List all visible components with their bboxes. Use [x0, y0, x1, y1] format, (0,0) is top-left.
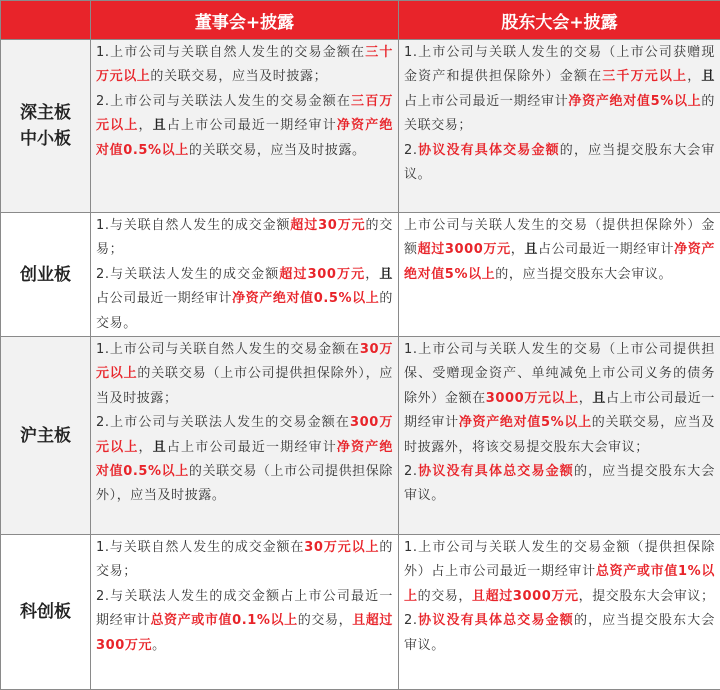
- rule-paragraph: [96, 411, 393, 509]
- body-text: 的交易；: [96, 540, 393, 580]
- highlight-text: 超过300万元: [279, 266, 366, 282]
- body-text: ，: [365, 266, 380, 282]
- row-label: [1, 337, 91, 535]
- highlight-text: 且超过3000万元: [472, 588, 579, 604]
- body-text: ，: [578, 390, 593, 406]
- highlight-text: 3000万元以上: [485, 390, 579, 406]
- row-label: [1, 40, 91, 213]
- body-text: 2.: [404, 613, 418, 629]
- body-text: 上市公司与关联人发生的交易（提供担保除外）金额: [404, 218, 715, 258]
- highlight-text: 净资产绝对值0.5%以上: [96, 118, 393, 158]
- body-text: 2.与关联法人发生的成交金额: [96, 266, 280, 282]
- rule-paragraph: [404, 139, 715, 188]
- highlight-text: 超过3000万元: [417, 242, 511, 258]
- body-text: 的，应当提交股东大会审议。: [404, 613, 715, 653]
- rule-paragraph: [96, 90, 393, 163]
- table-row: [1, 40, 720, 213]
- rule-paragraph: [404, 338, 715, 460]
- row-label-line: 科创板: [20, 602, 71, 623]
- body-text: 2.与关联法人发生的成交金额占上市公司最近一期经审计: [96, 588, 393, 629]
- header-board-column: 董事会+披露: [91, 1, 399, 40]
- row-label-line: 深主板: [20, 103, 71, 123]
- shareholders-cell: [399, 40, 720, 213]
- body-text: 的交易；: [96, 218, 394, 258]
- board-cell: [91, 337, 399, 535]
- body-text: 的关联交易，应当及时披露；: [150, 69, 328, 85]
- body-text: 的关联交易；: [404, 93, 715, 134]
- body-text: 的交易，: [297, 613, 353, 629]
- highlight-text: 三千万元以上: [602, 69, 688, 85]
- table-row: [1, 337, 720, 535]
- body-text: ，: [687, 69, 702, 85]
- rule-paragraph: [96, 263, 393, 336]
- highlight-text: 三百万元以上: [96, 93, 393, 134]
- bold-text: 且: [524, 242, 538, 258]
- highlight-text: 且超过300万元: [96, 613, 393, 653]
- row-label-line: 创业板: [20, 264, 71, 285]
- body-text: 1.上市公司与关联人发生的交易（上市公司获赠现金资产和提供担保除外）金额在: [404, 45, 715, 85]
- body-text: 占上市公司最近一期经审计: [404, 390, 715, 431]
- rule-paragraph: [404, 609, 715, 658]
- row-label: [1, 213, 91, 337]
- highlight-text: 30万元以上: [96, 342, 393, 382]
- body-text: 的，应当提交股东大会审议。: [495, 266, 673, 282]
- body-text: 2.上市公司与关联法人发生的交易金额在: [96, 415, 350, 431]
- row-label-line: 沪主板: [20, 425, 71, 446]
- bold-text: 且: [701, 69, 715, 85]
- shareholders-cell: [399, 213, 720, 337]
- body-text: ，: [138, 439, 153, 455]
- highlight-text: 300万元以上: [96, 415, 393, 455]
- rule-paragraph: [96, 338, 393, 411]
- highlight-text: 三十万元以上: [96, 45, 394, 85]
- body-text: 的关联交易，应当及时披露外，将该交易提交股东大会审议；: [404, 415, 716, 455]
- highlight-text: 总资产或市值1%以上: [404, 564, 715, 604]
- highlight-text: 总资产或市值0.1%以上: [150, 613, 298, 629]
- body-text: 2.: [404, 142, 418, 158]
- rule-paragraph: [404, 41, 715, 139]
- highlight-text: 净资产绝对值5%以上: [458, 415, 592, 431]
- body-text: 1.上市公司与关联人发生的交易（上市公司提供担保、受赠现金资产、单纯减免上市公司义务的债务除外）金额在: [404, 342, 715, 406]
- highlight-text: 净资产绝对值5%以上: [568, 93, 702, 109]
- body-text: ，提交股东大会审议；: [578, 588, 715, 604]
- body-text: 2.: [404, 464, 418, 480]
- body-text: 1.上市公司与关联人发生的交易金额（提供担保除外）占上市公司最近一期经审计: [404, 540, 715, 580]
- header-corner-cell: [1, 1, 91, 40]
- body-text: 占上市公司最近一期经审计: [404, 93, 569, 109]
- board-cell: [91, 535, 399, 690]
- body-text: 的，应当提交股东大会审议。: [404, 142, 715, 183]
- shareholders-cell: [399, 337, 720, 535]
- rule-paragraph: [404, 536, 715, 609]
- highlight-text: 净资产绝对值0.5%以上: [96, 439, 393, 480]
- body-text: 的关联交易（上市公司提供担保除外），应当及时披露。: [96, 464, 393, 504]
- bold-text: 且: [152, 118, 167, 134]
- board-cell: [91, 40, 399, 213]
- rule-paragraph: [96, 536, 393, 585]
- highlight-text: 30万元以上: [304, 540, 380, 556]
- body-text: ，: [138, 118, 153, 134]
- bold-text: 且: [379, 266, 393, 282]
- body-text: ，: [510, 242, 525, 258]
- row-label-line: 中小板: [20, 129, 71, 149]
- bold-text: 且: [592, 390, 607, 406]
- body-text: 的关联交易，应当及时披露。: [188, 142, 366, 158]
- rule-paragraph: [96, 214, 393, 263]
- highlight-text: 超过30万元: [290, 218, 366, 233]
- body-text: 的，应当提交股东大会审议。: [404, 464, 715, 504]
- highlight-text: 协议没有具体总交易金额: [417, 613, 574, 629]
- shareholders-cell: [399, 535, 720, 690]
- highlight-text: 净资产绝对值5%以上: [404, 242, 715, 282]
- body-text: 占公司最近一期经审计: [96, 291, 233, 307]
- table-row: [1, 535, 720, 690]
- body-text: 占上市公司最近一期经审计: [166, 118, 337, 134]
- body-text: 。: [152, 637, 166, 653]
- highlight-text: 净资产绝对值0.5%以上: [232, 291, 380, 307]
- rule-paragraph: [96, 585, 393, 658]
- rule-paragraph: [404, 460, 715, 509]
- rule-paragraph: [404, 214, 715, 287]
- highlight-text: 协议没有具体总交易金额: [417, 464, 574, 480]
- highlight-text: 协议没有具体交易金额: [417, 142, 560, 158]
- body-text: 1.上市公司与关联自然人发生的交易金额在: [96, 342, 360, 358]
- body-text: 1.与关联自然人发生的成交金额在: [96, 540, 305, 556]
- row-label: [1, 535, 91, 690]
- rule-paragraph: [96, 41, 393, 90]
- header-shareholders-column: 股东大会+披露: [399, 1, 720, 40]
- body-text: 的关联交易（上市公司提供担保除外），应当及时披露；: [96, 366, 393, 406]
- board-cell: [91, 213, 399, 337]
- body-text: 的交易。: [96, 291, 393, 331]
- body-text: 1.与关联自然人发生的成交金额: [96, 218, 291, 233]
- bold-text: 且: [152, 439, 167, 455]
- body-text: 2.上市公司与关联法人发生的交易金额在: [96, 93, 352, 109]
- body-text: 的交易，: [417, 588, 473, 604]
- body-text: 占公司最近一期经审计: [537, 242, 675, 258]
- header-row: [1, 1, 720, 40]
- body-text: 占上市公司最近一期经审计: [166, 439, 337, 455]
- body-text: 1.上市公司与关联自然人发生的交易金额在: [96, 45, 366, 60]
- table-row: [1, 213, 720, 337]
